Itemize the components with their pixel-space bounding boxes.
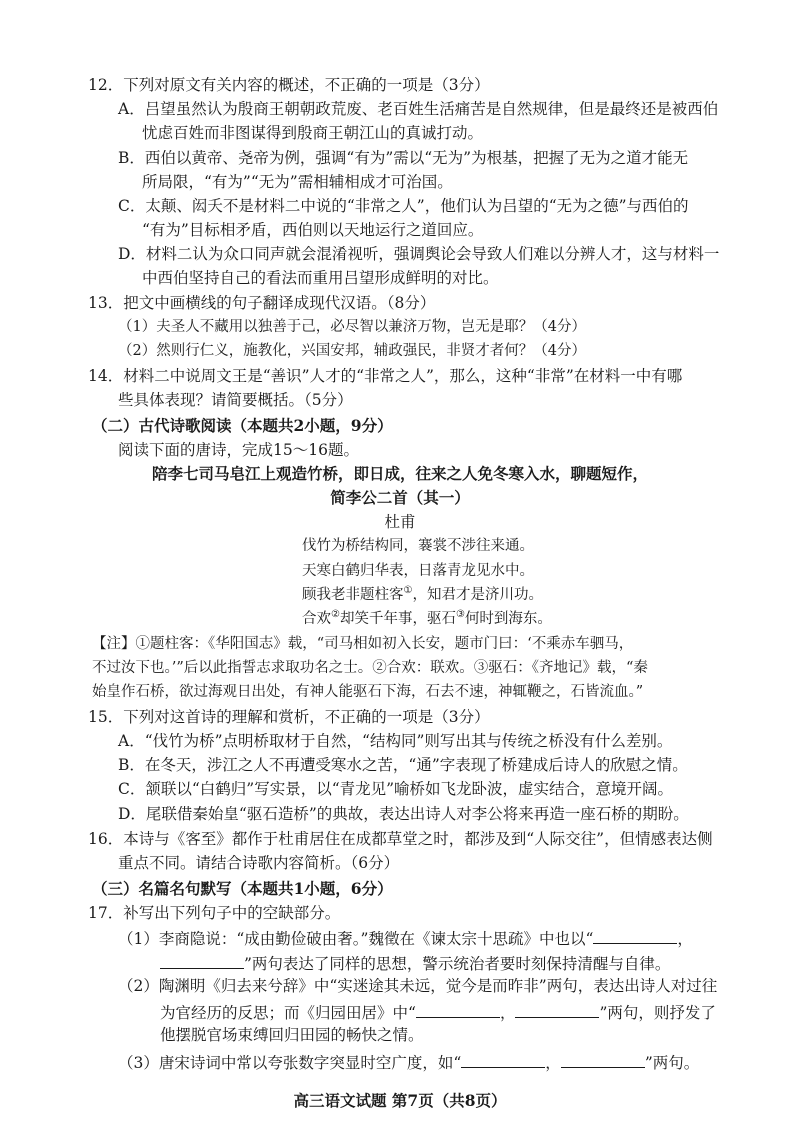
q12-option-a: A．吕望虽然认为殷商王朝朝政荒废、老百姓生活痛苦是自然规律，但是最终还是被西伯: [118, 100, 719, 118]
q17-item-1: [118, 926, 693, 950]
poem-line-1: 伐竹为桥结构同，褰裳不涉往来通。: [302, 538, 534, 554]
q14-stem: 14．材料二中说周文王是“善识”人才的“非常之人”，那么，这种“非常”在材料一中有哪: [88, 367, 683, 385]
q15-stem: 15．下列对这首诗的理解和赏析，不正确的一项是（3分）: [88, 708, 490, 726]
poem-title-cont: 简李公二首（其一）: [330, 488, 470, 507]
q15-option-d: D．尾联借秦始皇“驱石造桥”的典故，表达出诗人对李公将来再造一座石桥的期盼。: [118, 805, 689, 823]
q12-option-d-cont: 中西伯坚持自己的看法而重用吕望形成鲜明的对比。: [142, 269, 499, 287]
q17-item-2: （2）陶渊明《归去来兮辞》中“实迷途其未远，觉今是而昨非”两句，表达出诗人对过往: [118, 977, 718, 995]
footnote-marker-2: ②: [331, 609, 340, 621]
poem-line-3-text-b: ，知君才是济川功。: [412, 587, 543, 603]
q12-stem: 12．下列对原文有关内容的概述，不正确的一项是（3分）: [88, 76, 490, 94]
poem-line-4-text-c: 何时到海东。: [464, 611, 552, 627]
q17-item-3-text-a: （3）唐宋诗词中常以夸张数字突显时空广度，如“: [118, 1054, 462, 1072]
poem-line-4-text-b: 却笑千年事，驱石: [339, 611, 456, 627]
q12-option-d: D．材料二认为众口同声就会混淆视听，强调舆论会导致人们难以分辨人才，这与材料一: [118, 245, 720, 263]
q12-option-a-cont: 忧虑百姓而非图谋得到殷商王朝江山的真诚打动。: [142, 124, 484, 142]
blank-3[interactable]: [416, 1000, 500, 1018]
q13-stem: 13．把文中画横线的句子翻译成现代汉语。（8分）: [88, 294, 436, 312]
blank-1[interactable]: [593, 926, 677, 944]
poem-note-cont-2: 始皇作石桥，欲过海观日出处，有神人能驱石下海，石去不速，神辄鞭之，石皆流血。”: [92, 684, 644, 700]
q17-item-2-cont: [160, 1000, 716, 1024]
q17-item-3-comma: ，: [545, 1054, 561, 1072]
q16-stem-cont: 重点不同。请结合诗歌内容简析。（6分）: [118, 854, 400, 872]
q17-item-2-text-d: ”两句，则抒发了: [599, 1004, 716, 1022]
q17-item-2-comma: ，: [499, 1004, 516, 1022]
q12-option-c: C．太颠、闳夭不是材料二中说的“非常之人”，他们认为吕望的“无为之德”与西伯的: [118, 197, 689, 215]
q17-item-2-text-b: 为官经历的反思；而《归园田居》中“: [160, 1004, 416, 1022]
q15-option-c: C．颔联以“白鹤归”写实景，以“青龙见”喻桥如飞龙卧波，虚实结合，意境开阔。: [118, 780, 674, 798]
poem-author: 杜甫: [384, 513, 416, 531]
q12-option-c-cont: “有为”目标相矛盾，西伯则以天地运行之道回应。: [142, 221, 484, 239]
q17-item-1-cont: [160, 951, 670, 975]
poem-line-4: [302, 608, 552, 630]
poem-note: 【注】①题柱客：《华阳国志》载，“司马相如初入长安，题市门曰：‘不乘赤车驷马，: [92, 636, 634, 652]
q15-option-a: A．“伐竹为桥”点明桥取材于自然，“结构同”则写出其与传统之桥没有什么差别。: [118, 732, 673, 750]
section-2-heading: （二）古代诗歌阅读（本题共2小题，9分）: [92, 416, 393, 435]
poem-line-4-text-a: 合欢: [302, 611, 331, 627]
q17-item-3: [118, 1050, 699, 1074]
poem-line-2: 天寒白鹤归华表，日落青龙见水中。: [302, 563, 534, 579]
poem-line-3-text-a: 顾我老非题柱客: [302, 587, 404, 603]
blank-5[interactable]: [461, 1050, 545, 1068]
section-2-intro: 阅读下面的唐诗，完成15～16题。: [118, 441, 359, 459]
section-3-heading: （三）名篇名句默写（本题共1小题，6分）: [92, 879, 393, 898]
q12-option-b-cont: 所局限，“有为”“无为”需相辅相成才可治国。: [142, 173, 453, 191]
poem-title: 陪李七司马皂江上观造竹桥，即日成，往来之人免冬寒入水，聊题短作，: [151, 464, 648, 483]
q14-stem-cont: 些具体表现？请简要概括。（5分）: [118, 391, 353, 409]
blank-2[interactable]: [160, 951, 244, 969]
q17-item-2-cont-2: 他摆脱官场束缚回归田园的畅快之情。: [160, 1026, 424, 1044]
blank-6[interactable]: [561, 1050, 645, 1068]
q12-option-b: B．西伯以黄帝、尧帝为例，强调“有为”需以“无为”为根基，把握了无为之道才能无: [118, 149, 689, 167]
q17-item-1-comma: ，: [677, 930, 693, 948]
q16-stem: 16．本诗与《客至》都作于杜甫居住在成都草堂之时，都涉及到“人际交往”，但情感表达侧: [88, 830, 713, 848]
q17-stem: 17．补写出下列句子中的空缺部分。: [88, 904, 341, 922]
q17-item-1-text-c: ”两句表达了同样的思想，警示统治者要时刻保持清醒与自律。: [244, 955, 671, 973]
blank-4[interactable]: [515, 1000, 599, 1018]
q13-sentence-1: （1）夫圣人不藏用以独善于己，必尽智以兼济万物，岂无是耶？（4分）: [118, 319, 586, 335]
q15-option-b: B．在冬天，涉江之人不再遭受寒水之苦，“通”字表现了桥建成后诗人的欣慰之情。: [118, 756, 688, 774]
page-footer: 高三语文试题 第7页（共8页）: [293, 1091, 507, 1110]
q13-sentence-2: （2）然则行仁义，施教化，兴国安邦，辅政强民，非贤才者何？（4分）: [118, 343, 586, 359]
footnote-marker-3: ③: [455, 609, 465, 621]
poem-line-3: [302, 584, 543, 606]
footnote-marker-1: ①: [403, 585, 413, 597]
poem-note-cont-1: 不过汝下也。’”后以此指誓志求取功名之士。②合欢：联欢。③驱石：《齐地记》载，“秦: [92, 660, 648, 676]
q17-item-1-text-a: （1）李商隐说：“成由勤俭破由奢。”魏徵在《谏太宗十思疏》中也以“: [118, 930, 594, 948]
q17-item-3-text-c: ”两句。: [644, 1054, 700, 1072]
